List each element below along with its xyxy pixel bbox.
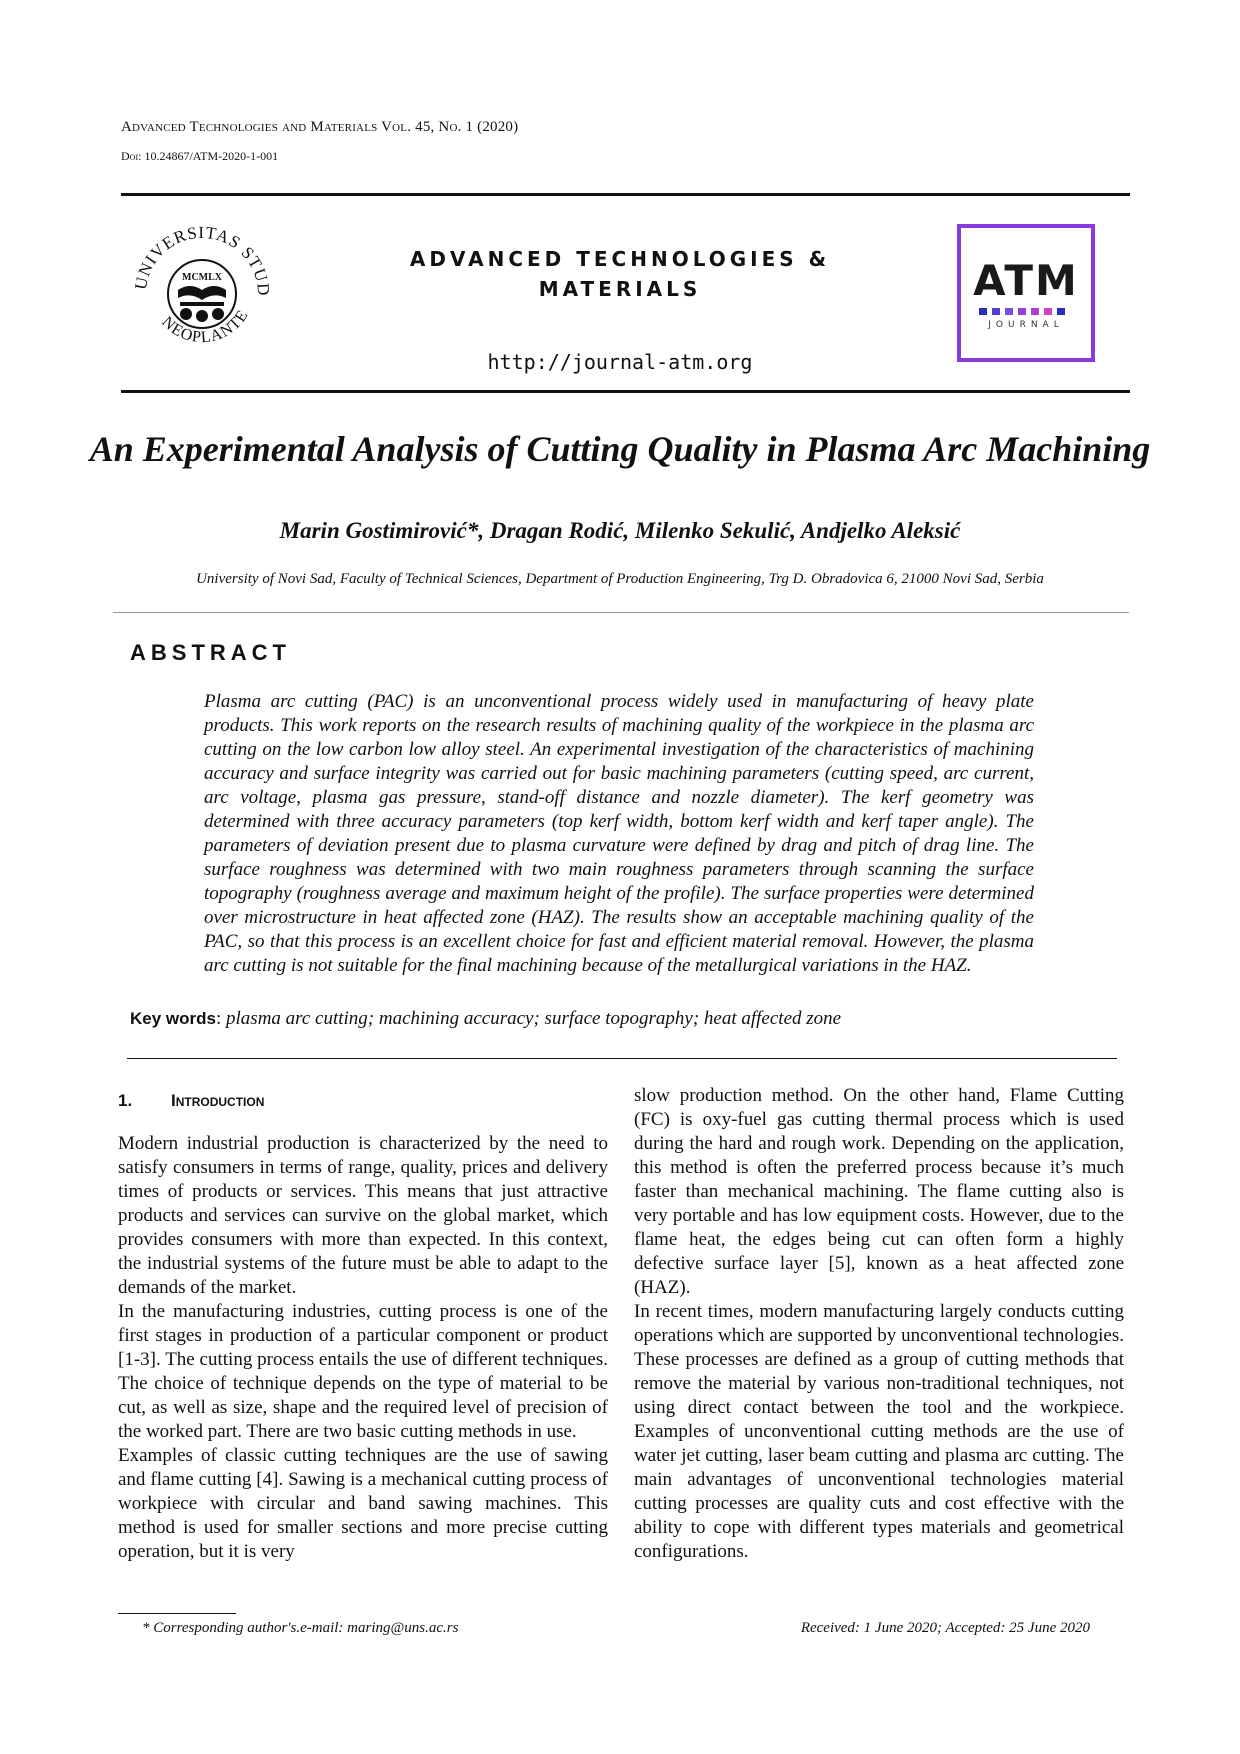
svg-text:UNIVERSITAS STUDIORUM [126, 214, 273, 297]
seal-text-top: UNIVERSITAS STUD [130, 222, 274, 298]
university-seal [126, 214, 278, 366]
keywords-label: Key words [130, 1009, 216, 1028]
section-heading-introduction [118, 1091, 264, 1111]
intro-left-column [118, 1132, 608, 1564]
abstract-divider [127, 1058, 1117, 1059]
section-title: Introduction [171, 1091, 265, 1110]
abstract-body: Plasma arc cutting (PAC) is an unconventional process widely used in manufacturing of heavy plate products. This work reports on the research results of machining quality of the workpiece in the plasma arc cutting on the low carbon low alloy steel. An experimental investigation of the characteristics of machining accuracy and surface integrity was carried out for basic machining parameters (cutting speed, arc current, arc voltage, plasma gas pressure, stand-off distance and nozzle diameter). The kerf geometry was determined with three accuracy parameters (top kerf width, bottom kerf width and kerf taper angle). The parameters of deviation present due to plasma curvature were defined by drag and pitch of drag line. The surface roughness was determined with two main roughness parameters through scanning the surface topography (roughness average and maximum height of the profile). The surface properties were determined over microstructure in heat affected zone (HAZ). The results show an acceptable machining quality of the PAC, so that this process is an excellent choice for fast and efficient material removal. However, the plasma arc cutting is not suitable for the final machining because of the metallurgical variations in the HAZ. [204, 691, 1034, 976]
logo-sub-text: JOURNAL [988, 320, 1064, 330]
intro-paragraph: slow production method. On the other hand, Flame Cutting (FC) is oxy-fuel gas cutting thermal process which is used during the hard and rough work. Depending on the application, this method is often the preferred process because it’s much faster than mechanical machining. The flame cutting also is very portable and has low equipment costs. However, due to the flame heat, the edges being cut can often form a highly defective surface layer [5], known as a heat affected zone (HAZ). [634, 1085, 1124, 1298]
logo-dot [1057, 308, 1065, 315]
logo-dot [1044, 308, 1052, 315]
title-divider [113, 612, 1129, 613]
atm-journal-logo [957, 224, 1095, 362]
seal-year: MCMLX [182, 272, 222, 283]
journal-url[interactable]: http://journal-atm.org [487, 350, 753, 374]
logo-dots [979, 308, 1079, 316]
logo-dot [992, 308, 1000, 315]
logo-main-text: ATM [973, 256, 1079, 305]
keywords: Key words: plasma arc cutting; machining accuracy; surface topography; heat affected zone [130, 1008, 842, 1029]
intro-paragraph: In recent times, modern manufacturing largely conducts cutting operations which are supported by unconventional technologies. These processes are defined as a group of cutting methods that remove the material by various non-traditional techniques, not using direct contact between the tool and the workpiece. Examples of unconventional cutting methods are the use of water jet cutting, laser beam cutting and plasma arc cutting. The main advantages of unconventional technologies material cutting processes are quality cuts and cost effective with the ability to cope with different types materials and geometrical configurations. [634, 1301, 1124, 1562]
banner-bottom-rule [121, 390, 1130, 393]
logo-dot [979, 308, 987, 315]
abstract-heading: ABSTRACT [130, 640, 291, 665]
paper-title: An Experimental Analysis of Cutting Quality in Plasma Arc Machining [89, 429, 1151, 469]
doi: Doi: 10.24867/ATM-2020-1-001 [121, 149, 279, 163]
logo-dot [1018, 308, 1026, 315]
logo-dot [1005, 308, 1013, 315]
journal-citation [121, 119, 518, 136]
intro-paragraph: Examples of classic cutting techniques are the use of sawing and flame cutting [4]. Sawing is a mechanical cutting process of workpiece with circular and band sawing machines. This method is used for smaller sections and more precise cutting operation, but it is very [118, 1445, 608, 1562]
banner-title-line1: ADVANCED TECHNOLOGIES & [409, 247, 831, 271]
section-number: 1. [118, 1091, 133, 1110]
paper-affiliation: University of Novi Sad, Faculty of Technical Sciences, Department of Production Engineering, Trg D. Obradovica 6, 21000 Novi Sad, Serbia [196, 571, 1044, 587]
journal-banner-title [340, 244, 900, 304]
seal-text-bottom: NEOPLANTE [158, 306, 252, 347]
banner-top-rule [121, 193, 1130, 196]
keywords-text: plasma arc cutting; machining accuracy; surface topography; heat affected zone [226, 1008, 842, 1029]
intro-right-column [634, 1084, 1124, 1564]
paper-authors: Marin Gostimirović*, Dragan Rodić, Milenko Sekulić, Andjelko Aleksić [279, 518, 961, 543]
footnote-rule [118, 1613, 236, 1614]
corresponding-author-note: * Corresponding author's.e-mail: maring@uns.ac.rs [142, 1620, 459, 1636]
received-accepted-dates: Received: 1 June 2020; Accepted: 25 June 2020 [800, 1620, 1090, 1636]
banner-title-line2: MATERIALS [538, 277, 702, 301]
intro-paragraph: In the manufacturing industries, cutting process is one of the first stages in production of a particular component or product [1-3]. The cutting process entails the use of different techniques. The choice of technique depends on the type of material to be cut, as well as size, shape and the required level of precision of the worked part. There are two basic cutting methods in use. [118, 1301, 608, 1442]
logo-dot [1031, 308, 1039, 315]
journal-line: Advanced Technologies and Materials Vol. 45, No. 1 (2020) [121, 119, 519, 135]
intro-paragraph: Modern industrial production is characterized by the need to satisfy consumers in terms of range, quality, prices and delivery times of products or services. This means that just attractive products and services can survive on the global market, which provides consumers with more than expected. In this context, the industrial systems of the future must be able to adapt to the demands of the market. [118, 1133, 608, 1298]
